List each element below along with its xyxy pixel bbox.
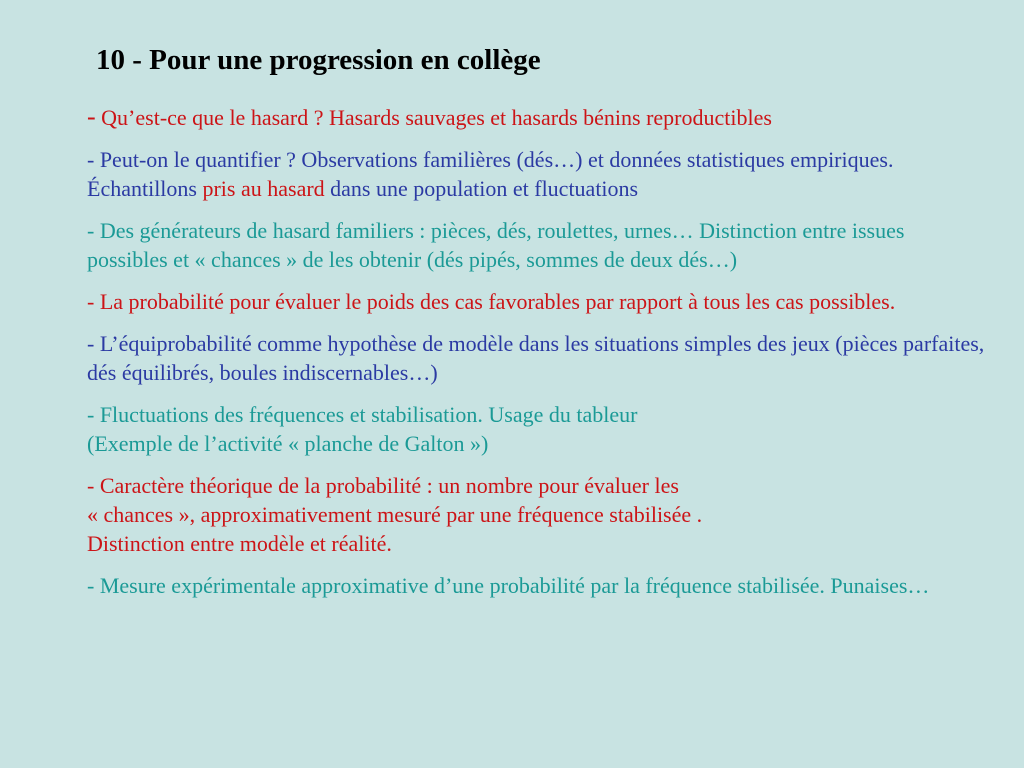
bullet-dash: - bbox=[87, 102, 96, 131]
bullet-item-probabilite bbox=[87, 287, 987, 316]
bullet-text: - Peut-on le quantifier ? Observations familières (dés…) et données statistiques empiriques. Échantillons bbox=[87, 147, 894, 201]
bullet-line-1: - Fluctuations des fréquences et stabilisation. Usage du tableur bbox=[87, 402, 638, 427]
slide-title: 10 - Pour une progression en collège bbox=[96, 44, 541, 76]
bullet-text: - Des générateurs de hasard familiers : pièces, dés, roulettes, urnes… Distinction entre issues possibles et « chances » de les obtenir (dés pipés, sommes de deux dés…) bbox=[87, 218, 905, 272]
bullet-item-fluctuations bbox=[87, 400, 987, 458]
bullet-text-end: dans une population et fluctuations bbox=[324, 176, 639, 201]
bullet-highlight: pris au hasard bbox=[202, 176, 325, 201]
bullet-item-equiprobabilite bbox=[87, 329, 987, 387]
bullet-item-quantifier bbox=[87, 145, 987, 203]
bullet-item-mesure bbox=[87, 571, 987, 600]
bullet-line-1: - Caractère théorique de la probabilité : un nombre pour évaluer les bbox=[87, 473, 679, 498]
bullet-line-2: « chances », approximativement mesuré par une fréquence stabilisée . bbox=[87, 502, 703, 527]
bullet-item-hasard bbox=[87, 102, 987, 132]
bullet-text: - La probabilité pour évaluer le poids des cas favorables par rapport à tous les cas possibles. bbox=[87, 289, 896, 314]
bullet-list bbox=[87, 102, 987, 613]
bullet-item-caractere-theorique bbox=[87, 471, 987, 558]
bullet-item-generateurs bbox=[87, 216, 987, 274]
bullet-line-3: Distinction entre modèle et réalité. bbox=[87, 531, 392, 556]
bullet-text: - Mesure expérimentale approximative d’une probabilité par la fréquence stabilisée. Punaises… bbox=[87, 573, 930, 598]
bullet-text: Qu’est-ce que le hasard ? Hasards sauvages et hasards bénins reproductibles bbox=[95, 105, 772, 130]
bullet-line-2: (Exemple de l’activité « planche de Galton ») bbox=[87, 431, 489, 456]
bullet-text: - L’équiprobabilité comme hypothèse de modèle dans les situations simples des jeux (pièces parfaites, dés équilibrés, boules indiscernables…) bbox=[87, 331, 985, 385]
